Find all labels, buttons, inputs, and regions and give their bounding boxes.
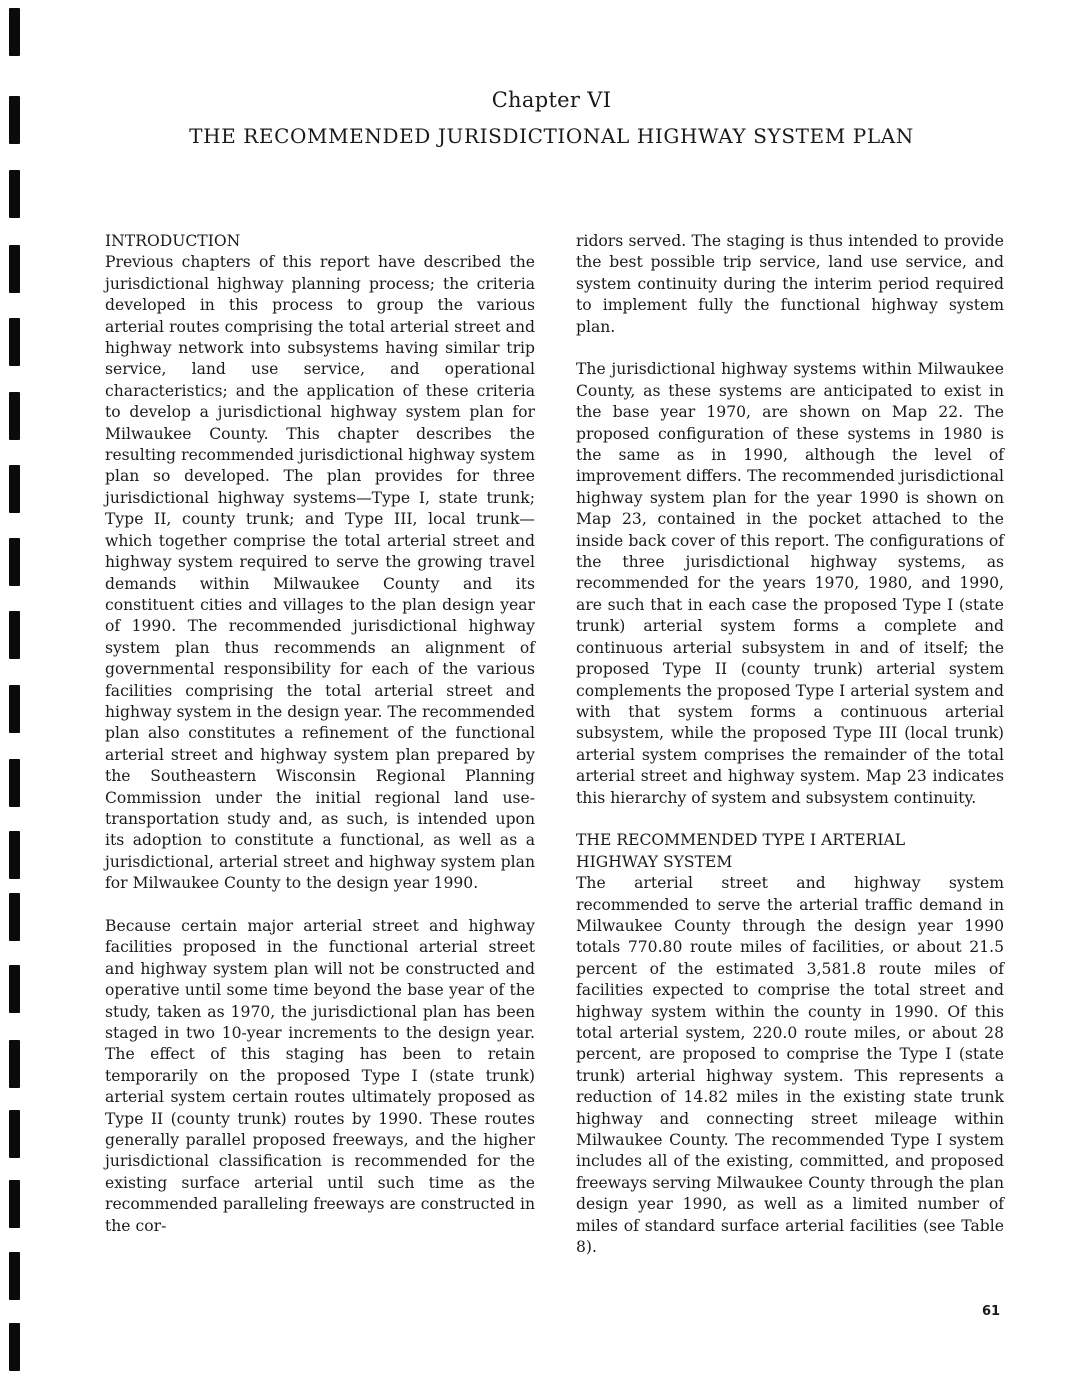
binding-mark bbox=[9, 759, 20, 807]
binding-mark bbox=[9, 392, 20, 440]
binding-mark bbox=[9, 318, 20, 366]
binding-mark bbox=[9, 1323, 20, 1371]
intro-paragraph-1: Previous chapters of this report have described the jurisdictional highway planning process; the criteria developed in this process to group the various arterial routes comprising the total arterial street and highway network into subsystems having similar trip service, land use service, and operational characteristics; and the application of these criteria to develop a jurisdictional highway system plan for Milwaukee County. This chapter describes the resulting recommended jurisdictional highway system plan so developed. The plan provides for three jurisdictional highway systems—Type I, state trunk; Type II, county trunk; and Type III, local trunk—which together comprise the total arterial street and highway system required to serve the growing travel demands within Milwaukee County and its constituent cities and villages to the plan design year of 1990. The recommended jurisdictional highway system plan thus recommends an alignment of governmental responsibility for each of the various facilities comprising the total arterial street and highway system in the design year. The recommended plan also constitutes a refinement of the functional arterial street and highway system plan prepared by the Southeastern Wisconsin Regional Planning Commission under the initial regional land use-transportation study and, as such, is intended upon its adoption to constitute a functional, as well as a jurisdictional, arterial street and highway system plan for Milwaukee County to the design year 1990. bbox=[105, 253, 535, 893]
section-heading-type-i-line1: THE RECOMMENDED TYPE I ARTERIAL bbox=[576, 831, 906, 850]
right-column bbox=[576, 231, 1004, 1280]
binding-mark bbox=[9, 611, 20, 659]
binding-mark bbox=[9, 1180, 20, 1228]
binding-mark bbox=[9, 1040, 20, 1088]
section-heading-type-i-line2: HIGHWAY SYSTEM bbox=[576, 852, 733, 871]
binding-mark bbox=[9, 8, 20, 56]
chapter-label: Chapter VI bbox=[491, 88, 612, 112]
chapter-title: THE RECOMMENDED JURISDICTIONAL HIGHWAY SYSTEM PLAN bbox=[189, 124, 914, 148]
binding-mark bbox=[9, 465, 20, 513]
binding-mark bbox=[9, 538, 20, 586]
binding-mark bbox=[9, 965, 20, 1013]
type-i-paragraph: The arterial street and highway system recommended to serve the arterial traffic demand in Milwaukee County through the design year 1990 totals 770.80 route miles of facilities, or about 21.5 percent of the estimated 3,581.8 route miles of facilities expected to comprise the total street and highway system within the county in 1990. Of this total arterial system, 220.0 route miles, or about 28 percent, are proposed to comprise the Type I (state trunk) arterial highway system. This represents a reduction of 14.82 miles in the existing state trunk highway and connecting street mileage within Milwaukee County. The recommended Type I system includes all of the existing, committed, and proposed freeways serving Milwaukee County through the plan design year 1990, as well as a limited number of miles of standard surface arterial facilities (see Table 8). bbox=[576, 874, 1004, 1257]
binding-mark bbox=[9, 1110, 20, 1158]
binding-mark bbox=[9, 170, 20, 218]
intro-paragraph-2-continued: ridors served. The staging is thus intended to provide the best possible trip service, land use service, and system continuity during the interim period required to implement fully the functional highway system plan. bbox=[576, 232, 1004, 336]
binding-mark bbox=[9, 1252, 20, 1300]
binding-mark bbox=[9, 831, 20, 879]
left-column bbox=[105, 231, 535, 1258]
intro-paragraph-2: Because certain major arterial street and highway facilities proposed in the functional arterial street and highway system plan will not be constructed and operative until some time beyond the base year of the study, taken as 1970, the jurisdictional plan has been staged in two 10-year increments to the design year. The effect of this staging has been to retain temporarily on the proposed Type I (state trunk) arterial system certain routes ultimately proposed as Type II (county trunk) routes by 1990. These routes generally parallel proposed freeways, and the higher jurisdictional classification is recommended for the existing surface arterial until such time as the recommended paralleling freeways are constructed in the cor- bbox=[105, 916, 535, 1235]
binding-mark bbox=[9, 245, 20, 293]
section-heading-introduction: INTRODUCTION bbox=[105, 232, 241, 250]
binding-mark bbox=[9, 685, 20, 733]
intro-paragraph-3: The jurisdictional highway systems within Milwaukee County, as these systems are anticipated to exist in the base year 1970, are shown on Map 22. The proposed configuration of these systems in 1980 is the same as in 1990, although the level of improvement differs. The recommended jurisdictional highway system plan for the year 1990 is shown on Map 23, contained in the pocket attached to the inside back cover of this report. The configurations of the three jurisdictional highway systems, as recommended for the years 1970, 1980, and 1990, are such that in each case the proposed Type I (state trunk) arterial system forms a complete and continuous arterial subsystem in and of itself; the proposed Type II (county trunk) arterial system complements the proposed Type I arterial system and with that system forms a continuous arterial subsystem, while the proposed Type III (local trunk) arterial system comprises the remainder of the total arterial street and highway system. Map 23 indicates this hierarchy of system and subsystem continuity. bbox=[576, 360, 1004, 807]
page-number: 61 bbox=[982, 1304, 1001, 1319]
binding-mark bbox=[9, 893, 20, 941]
